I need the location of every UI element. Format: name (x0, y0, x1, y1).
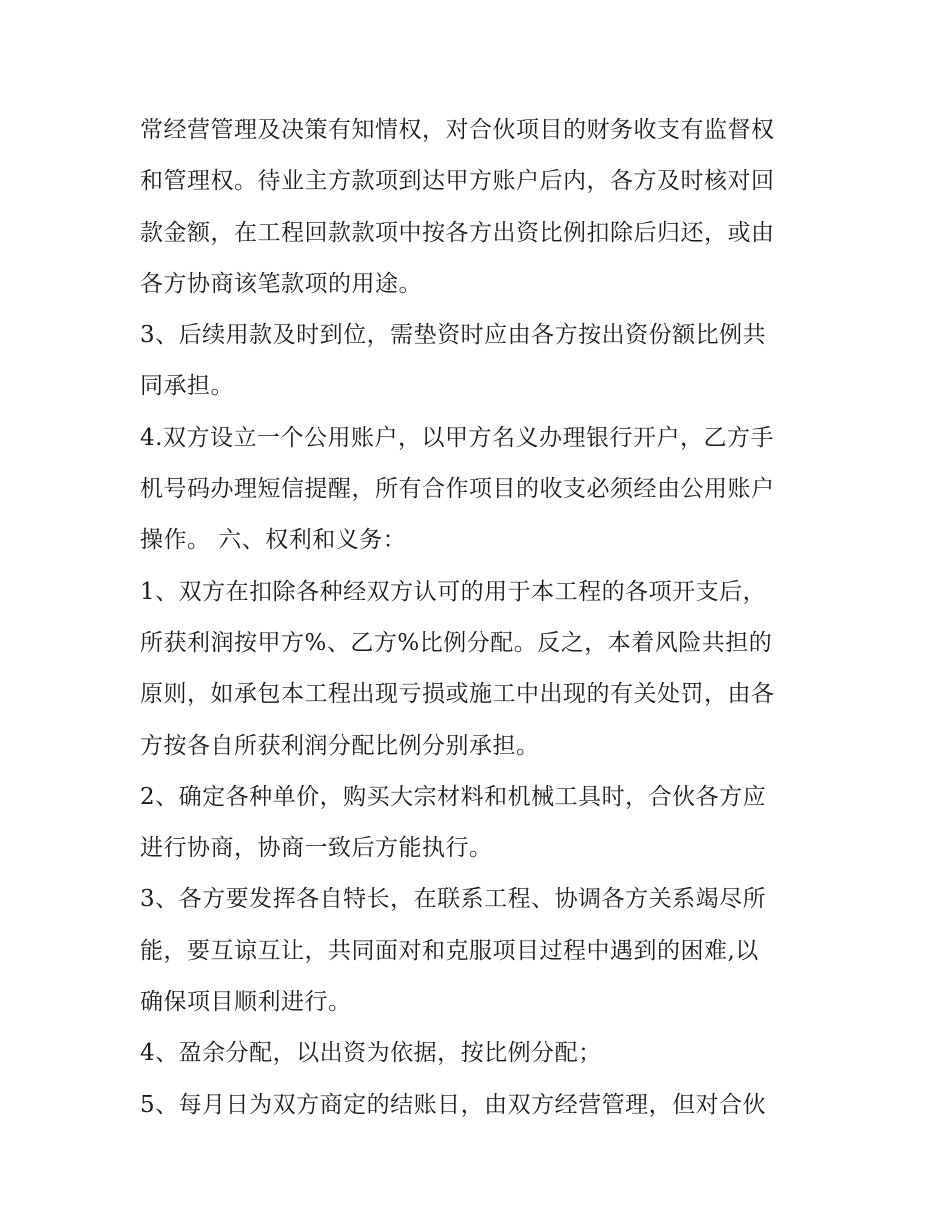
text-line: 能，要互谅互让，共同面对和克服项目过程中遇到的困难,以 (140, 937, 759, 964)
text-line: 常经营管理及决策有知情权，对合伙项目的财务收支有监督权 (140, 117, 775, 143)
text-line: 款金额，在工程回款款项中按各方出资比例扣除后归还，或由 (140, 219, 775, 246)
text-line: 机号码办理短信提醒，所有合作项目的收支必须经由公用账户 (140, 476, 775, 503)
text-line: 2、确定各种单价，购买大宗材料和机械工具时，合伙各方应 (140, 783, 767, 810)
text-line: 同承担。 (140, 373, 234, 400)
document-body (140, 105, 820, 1131)
text-line: 原则，如承包本工程出现亏损或施工中出现的有关处罚，由各 (140, 681, 775, 708)
text-line: 1、双方在扣除各种经双方认可的用于本工程的各项开支后， (140, 578, 767, 605)
text-line: 操作。 六、权利和义务： (140, 527, 407, 554)
text-line: 5、每月日为双方商定的结账日，由双方经营管理，但对合伙 (140, 1091, 767, 1118)
text-line: 和管理权。待业主方款项到达甲方账户后内，各方及时核对回 (140, 168, 775, 195)
text-line: 3、各方要发挥各自特长，在联系工程、协调各方关系竭尽所 (140, 886, 767, 913)
text-line: 方按各自所获利润分配比例分别承担。 (140, 732, 540, 759)
text-line: 4.双方设立一个公用账户，以甲方名义办理银行开户，乙方手 (140, 424, 774, 451)
text-line: 进行协商，协商一致后方能执行。 (140, 835, 493, 862)
text-line: 所获利润按甲方%、乙方%比例分配。反之，本着风险共担的 (140, 629, 773, 656)
text-line: 各方协商该笔款项的用途。 (140, 270, 422, 297)
text-line: 4、盈余分配，以出资为依据，按比例分配； (140, 1040, 602, 1067)
text-line: 3、后续用款及时到位，需垫资时应由各方按出资份额比例共 (140, 322, 767, 349)
text-line: 确保项目顺利进行。 (140, 989, 352, 1016)
